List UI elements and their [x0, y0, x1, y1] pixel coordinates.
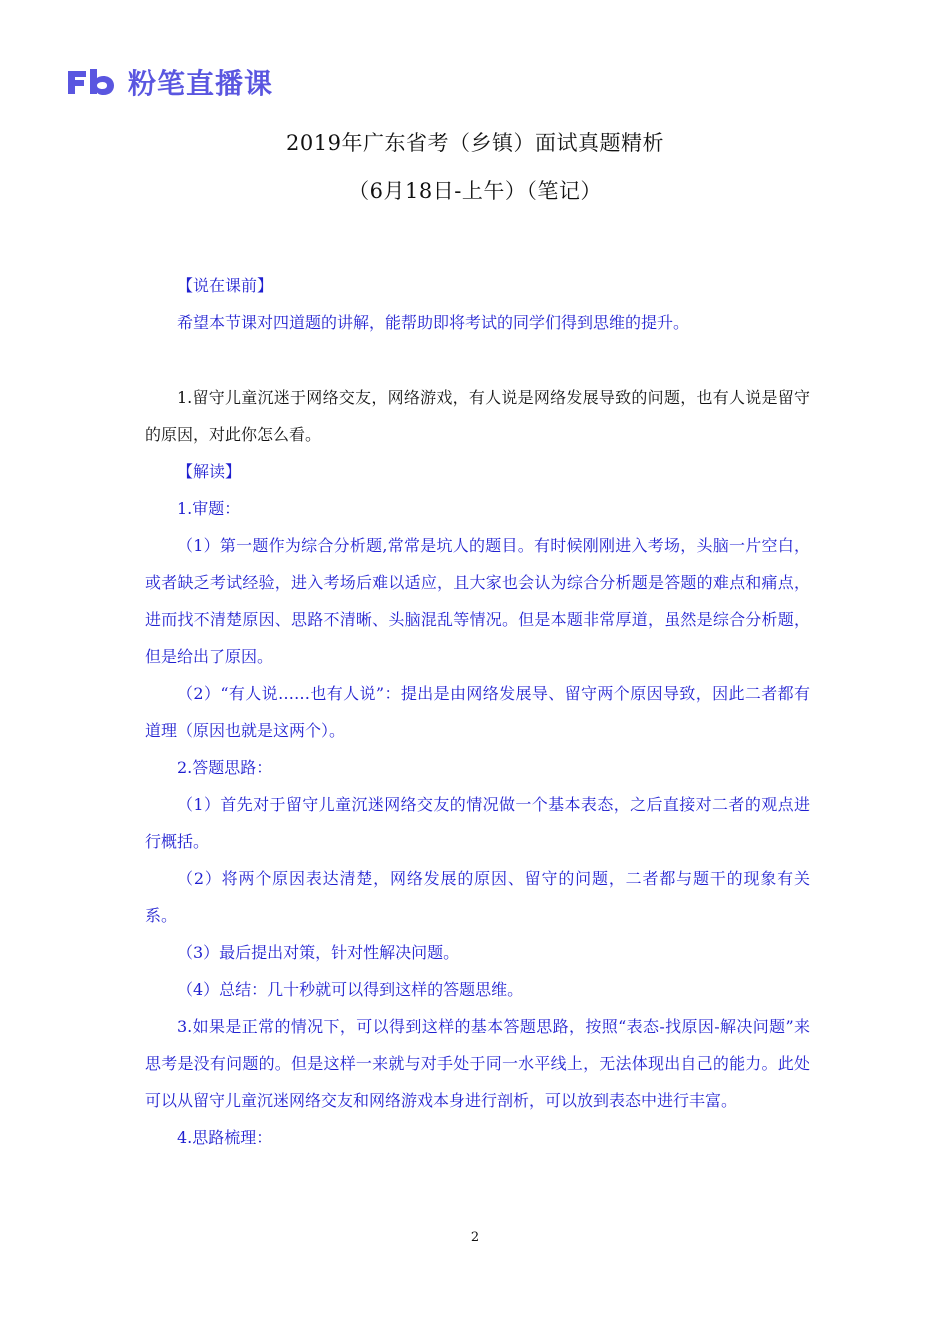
page-number: 2	[470, 1230, 480, 1245]
step2-paragraph-3: （3）最后提出对策，针对性解决问题。	[177, 943, 460, 962]
step4-title: 4.思路梳理：	[177, 1128, 273, 1147]
document-subtitle: （6月18日-上午）（笔记）	[348, 179, 602, 203]
intro-text: 希望本节课对四道题的讲解，能帮助即将考试的同学们得到思维的提升。	[177, 313, 690, 332]
document-title: 2019年广东省考（乡镇）面试真题精析	[286, 131, 664, 155]
step1-paragraph-2: （2）“有人说……也有人说”：提出是由网络发展导、留守两个原因导致，因此二者都有道理（原因也就是这两个）。	[145, 684, 810, 740]
question-text: 1.留守儿童沉迷于网络交友，网络游戏，有人说是网络发展导致的问题，也有人说是留守的原因，对此你怎么看。	[145, 388, 810, 444]
intro-heading: 【说在课前】	[177, 276, 274, 295]
step2-title: 2.答题思路：	[177, 758, 273, 777]
step1-title: 1.审题：	[177, 499, 241, 518]
brand-logo	[66, 62, 273, 102]
analysis-heading: 【解读】	[177, 462, 242, 481]
step2-paragraph-2: （2）将两个原因表达清楚，网络发展的原因、留守的问题，二者都与题干的现象有关系。	[145, 869, 810, 925]
logo-text: 粉笔直播课	[128, 67, 274, 100]
step2-paragraph-4: （4）总结：几十秒就可以得到这样的答题思维。	[177, 980, 524, 999]
spacer	[145, 341, 810, 379]
step1-paragraph-1: （1）第一题作为综合分析题,常常是坑人的题目。有时候刚刚进入考场，头脑一片空白，或者缺乏考试经验，进入考场后难以适应，且大家也会认为综合分析题是答题的难点和痛点，进而找不清楚原因、思路不清晰、头脑混乱等情况。但是本题非常厚道，虽然是综合分析题，但是给出了原因。	[145, 536, 810, 666]
step3-paragraph: 3.如果是正常的情况下，可以得到这样的基本答题思路，按照“表态-找原因-解决问题”来思考是没有问题的。但是这样一来就与对手处于同一水平线上，无法体现出自己的能力。此处可以从留守儿童沉迷网络交友和网络游戏本身进行剖析，可以放到表态中进行丰富。	[145, 1017, 810, 1110]
step2-paragraph-1: （1）首先对于留守儿童沉迷网络交友的情况做一个基本表态，之后直接对二者的观点进行概括。	[145, 795, 810, 851]
document-body	[145, 267, 810, 1156]
fb-logo-icon	[66, 67, 120, 97]
